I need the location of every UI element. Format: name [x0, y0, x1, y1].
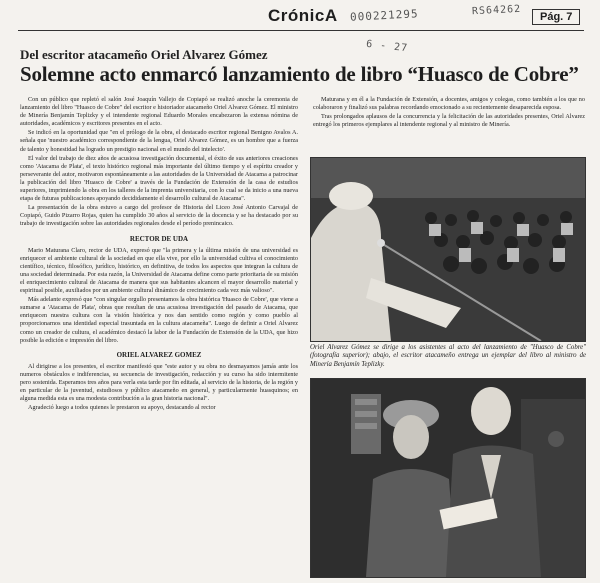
kicker: Del escritor atacameño Oriel Alvarez Gómez: [20, 47, 268, 62]
page-number: Pág. 7: [532, 9, 580, 25]
paragraph: El valor del trabajo de diez años de acusiosa investigación documental, el éxito de sus anteriores creaciones como 'Atacama de Plata', el texto histórico regional más importante del último tiempo y el espíritu creador y perseverante del autor, motivaron espontáneamente a las autoridades de la Universidad de Atacama a patrocinar la publicación del libro 'Huasco de Cobre' a través de la Fundación de Extensión de la casa de estudios superiores, imprimiendo la obra en los talleres de la imprenta universitaria, con lo cual se da inicio a una nueva etapa de futuras publicaciones apoyando decididamente el desarrollo cultural de Atacama".: [20, 154, 298, 203]
paragraph: Más adelante expresó que "con singular orgullo presentamos la obra histórica 'Huasco de Cobre', que viene a sumarse a 'Atacama de Plata', obras que resultan de una acusiosa investigación del pasado de Atacama, que enriquecen nuestra cultura con la visión histórica y nos dan sentido como región y como pueblo al proporcionarnos una identidad especial trasuntada en la cultura atacameña". Luego de definir a Oriel Alvarez como un creador de cultura, el académico destacó la labor de la Fundación de Extensión de la UDA, que hizo posible la edición e impresión del libro.: [20, 296, 298, 344]
paragraph: Mario Maturana Claro, rector de UDA, expresó que "la primera y la última misión de una universidad es enriquecer el ambiente cultural de la sociedad en que ella vive, por ello la universidad cultiva el conocimiento científico, técnico, filosófico, jurídico, histórico, en definitiva, de todos los aspectos que integran la cultura de una sociedad determinada. Por esta razón, la Universidad de Atacama define como parte prioritaria de su misión el enriquecimiento cultural de Atacama de manera que sus habitantes alcancen el mayor desarrollo material y espiritual posible, auxiliados por un ambiente cultural dinámico de crecimiento cada vez más valioso".: [20, 246, 298, 295]
photo-book-handover: [310, 378, 586, 578]
paragraph: Se indicó en la oportunidad que "en el prólogo de la obra, el destacado escritor regional Benigno Avalos A. señala que 'nuestro académico correspondiente de la lengua, Oriel Alvarez Gómez, es un hombre que a fuerza de talento y honestidad ha logrado un prestigio nacional en el mundo del intelecto'.: [20, 129, 298, 153]
photo-speaker-at-podium: [310, 157, 586, 342]
paragraph: Maturana y en él a la Fundación de Extensión, a docentes, amigos y colegas, como también a los que no colaboraron y finalizó sus palabras recordando emocionado a su recientemente desaparecida esposa.: [313, 96, 585, 112]
subheading: ORIEL ALVAREZ GOMEZ: [116, 350, 202, 359]
subheading: RECTOR DE UDA: [129, 234, 189, 243]
paragraph: La presentación de la obra estuvo a cargo del profesor de Historia del Liceo José Antonio Carvajal de Copiapó, Guido Pizarro Rojas, quien ha cumplido 30 años al servicio de la docencia y se ha destacado por su trabajo de investigación sobre las autoridades regionales desde el período prenincaico.: [20, 204, 298, 228]
article-right-column: [313, 96, 585, 130]
handwritten-date: 6 - 27: [365, 38, 409, 55]
header-rule: [18, 30, 584, 31]
headline: Solemne acto enmarcó lanzamiento de libro “Huasco de Cobre”: [20, 62, 579, 86]
paragraph: Al dirigirse a los presentes, el escritor manifestó que "este autor y su obra no desmayamos jamás ante los numeros obstáculos e indiferencias, su secuencia de investigación, redacción y su curso ha sido intermitente pero sostenida. Esperamos tres años para verla esta tarde por fin editada, al servicio de la historia, de la región y en particular de la juventud, estudiosos y público atacameño en general, y particularmente huasquinos; en alguna medida esta es una modesta contribución a la gran historia nacional".: [20, 362, 298, 403]
paragraph: Con un público que repletó el salón José Joaquín Vallejo de Copiapó se realizó anoche la ceremonia de lanzamiento del libro "Huasco de Cobre" del escritor e historiador atacameño Oriel Alvarez Gómez. El ministro de Minería Benjamín Teplizky y el intendente regional Eduardo Morales encabezaron la extensa nómina de autoridades, académicos y escritores presentes en el acto.: [20, 96, 298, 128]
paragraph: Agradeció luego a todos quienes le prestaron su apoyo, destacando al rector: [28, 404, 216, 412]
photo-caption: Oriel Alvarez Gómez se dirige a los asistentes al acto del lanzamiento de "Huasco de Cobre" (fotografía superior); abajo, el escritor atacameño entrega un ejemplar del libro al ministro de Minería Benjamín Teplizky.: [310, 344, 586, 368]
handwritten-number: 000221295: [349, 7, 419, 24]
handwritten-ref: RS64262: [471, 3, 522, 18]
section-name: CrónicA: [268, 6, 338, 25]
paragraph: Tras prolongados aplausos de la concurrencia y la felicitación de las autoridades presentes, Oriel Alvarez entregó los primeros ejemplares al intendente regional y al ministro de Minería.: [313, 113, 585, 129]
article-left-column: [20, 96, 298, 413]
